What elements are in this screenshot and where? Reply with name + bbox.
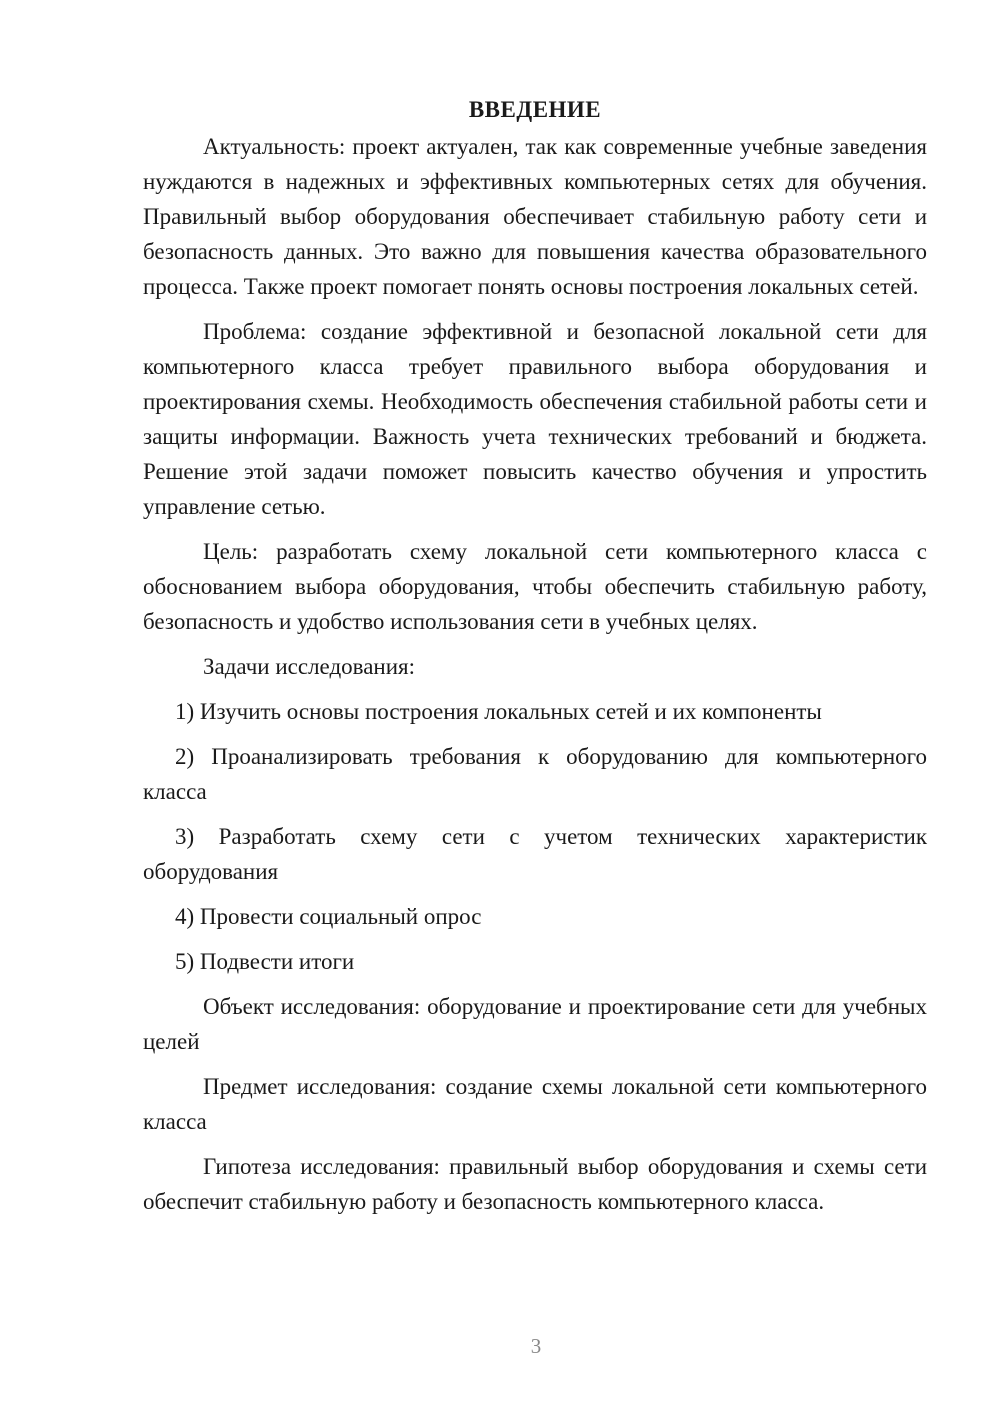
tasks-title: Задачи исследования: — [203, 654, 416, 679]
document-page — [143, 92, 927, 1229]
tasks-list — [143, 694, 927, 979]
paragraph-problem: Проблема: создание эффективной и безопасной локальной сети для компьютерного класса требует правильного выбора оборудования и проектирования схемы. Необходимость обеспечения стабильной работы сети и защиты информации. Важность учета технических требований и бюджета. Решение этой задачи поможет повысить качество обучения и упростить управление сетью. — [143, 319, 927, 519]
paragraph-relevance: Актуальность: проект актуален, так как современные учебные заведения нуждаются в надежных и эффективных компьютерных сетях для обучения. Правильный выбор оборудования обеспечивает стабильную работу сети и безопасность данных. Это важно для повышения качества образовательного процесса. Также проект помогает понять основы построения локальных сетей. — [143, 134, 927, 299]
page-title: ВВЕДЕНИЕ — [468, 97, 602, 122]
paragraph-goal: Цель: разработать схему локальной сети компьютерного класса с обоснованием выбора оборудования, чтобы обеспечить стабильную работу, безопасность и удобство использования сети в учебных целях. — [143, 539, 927, 634]
list-item: 5) Подвести итоги — [175, 949, 355, 974]
list-item: 3) Разработать схему сети с учетом технических характеристик оборудования — [143, 824, 927, 884]
paragraph-object: Объект исследования: оборудование и проектирование сети для учебных целей — [143, 994, 927, 1054]
paragraph-subject: Предмет исследования: создание схемы локальной сети компьютерного класса — [143, 1074, 927, 1134]
list-item: 2) Проанализировать требования к оборудованию для компьютерного класса — [143, 744, 927, 804]
list-item: 4) Провести социальный опрос — [175, 904, 482, 929]
paragraph-hypothesis: Гипотеза исследования: правильный выбор оборудования и схемы сети обеспечит стабильную работу и безопасность компьютерного класса. — [143, 1154, 927, 1214]
page-number: 3 — [530, 1334, 542, 1358]
list-item: 1) Изучить основы построения локальных сетей и их компоненты — [175, 699, 822, 724]
